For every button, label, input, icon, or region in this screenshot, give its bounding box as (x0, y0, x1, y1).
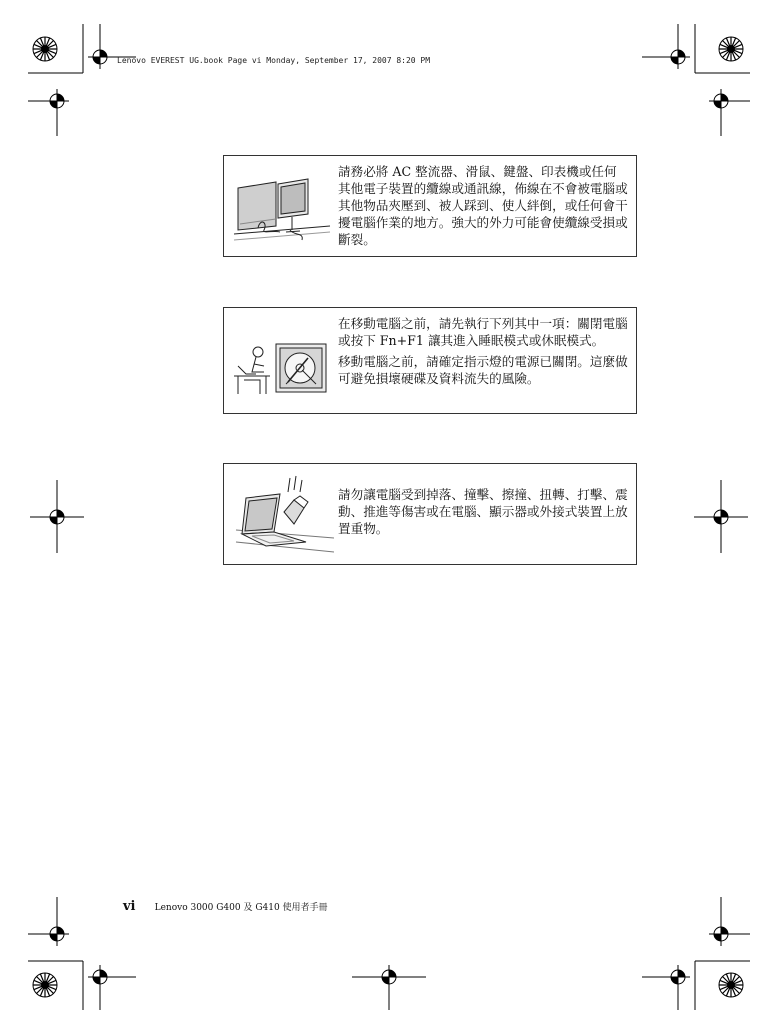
physical-damage-notice (223, 463, 637, 565)
hard-disk-icon (230, 338, 334, 398)
notice-paragraph: 請勿讓電腦受到掉落、撞擊、擦撞、扭轉、打擊、震動、推進等傷害或在電腦、顯示器或外接式裝置上放置重物。 (338, 487, 628, 536)
page-number: vi (123, 899, 136, 914)
star-target-bottom-left (33, 973, 57, 997)
notice-paragraph: 在移動電腦之前，請先執行下列其中一項：關閉電腦或按下 Fn+F1 讓其進入睡眠模式或休眠模式。 (338, 316, 628, 348)
star-target-top-left (33, 37, 57, 61)
star-target-top-right (719, 37, 743, 61)
laptop-impact-icon (230, 472, 334, 560)
move-computer-notice (223, 307, 637, 414)
cable-routing-notice (223, 155, 637, 257)
monitor-cables-icon (230, 174, 334, 246)
notice-paragraph: 請務必將 AC 整流器、滑鼠、鍵盤、印表機或任何其他電子裝置的纜線或通訊線，佈線在不會被電腦或其他物品夾壓到、被人踩到、使人絆倒，或任何會干擾電腦作業的地方。強大的外力可能會使纜線受損或斷裂。 (338, 164, 628, 247)
page-footer (123, 895, 328, 914)
print-info-header: Lenovo EVEREST UG.book Page vi Monday, September 17, 2007 8:20 PM (117, 56, 431, 65)
document-title: Lenovo 3000 G400 及 G410 使用者手冊 (154, 903, 328, 913)
star-target-bottom-right (719, 973, 743, 997)
notice-paragraph: 移動電腦之前，請確定指示燈的電源已關閉。這麼做可避免損壞硬碟及資料流失的風險。 (338, 354, 628, 386)
